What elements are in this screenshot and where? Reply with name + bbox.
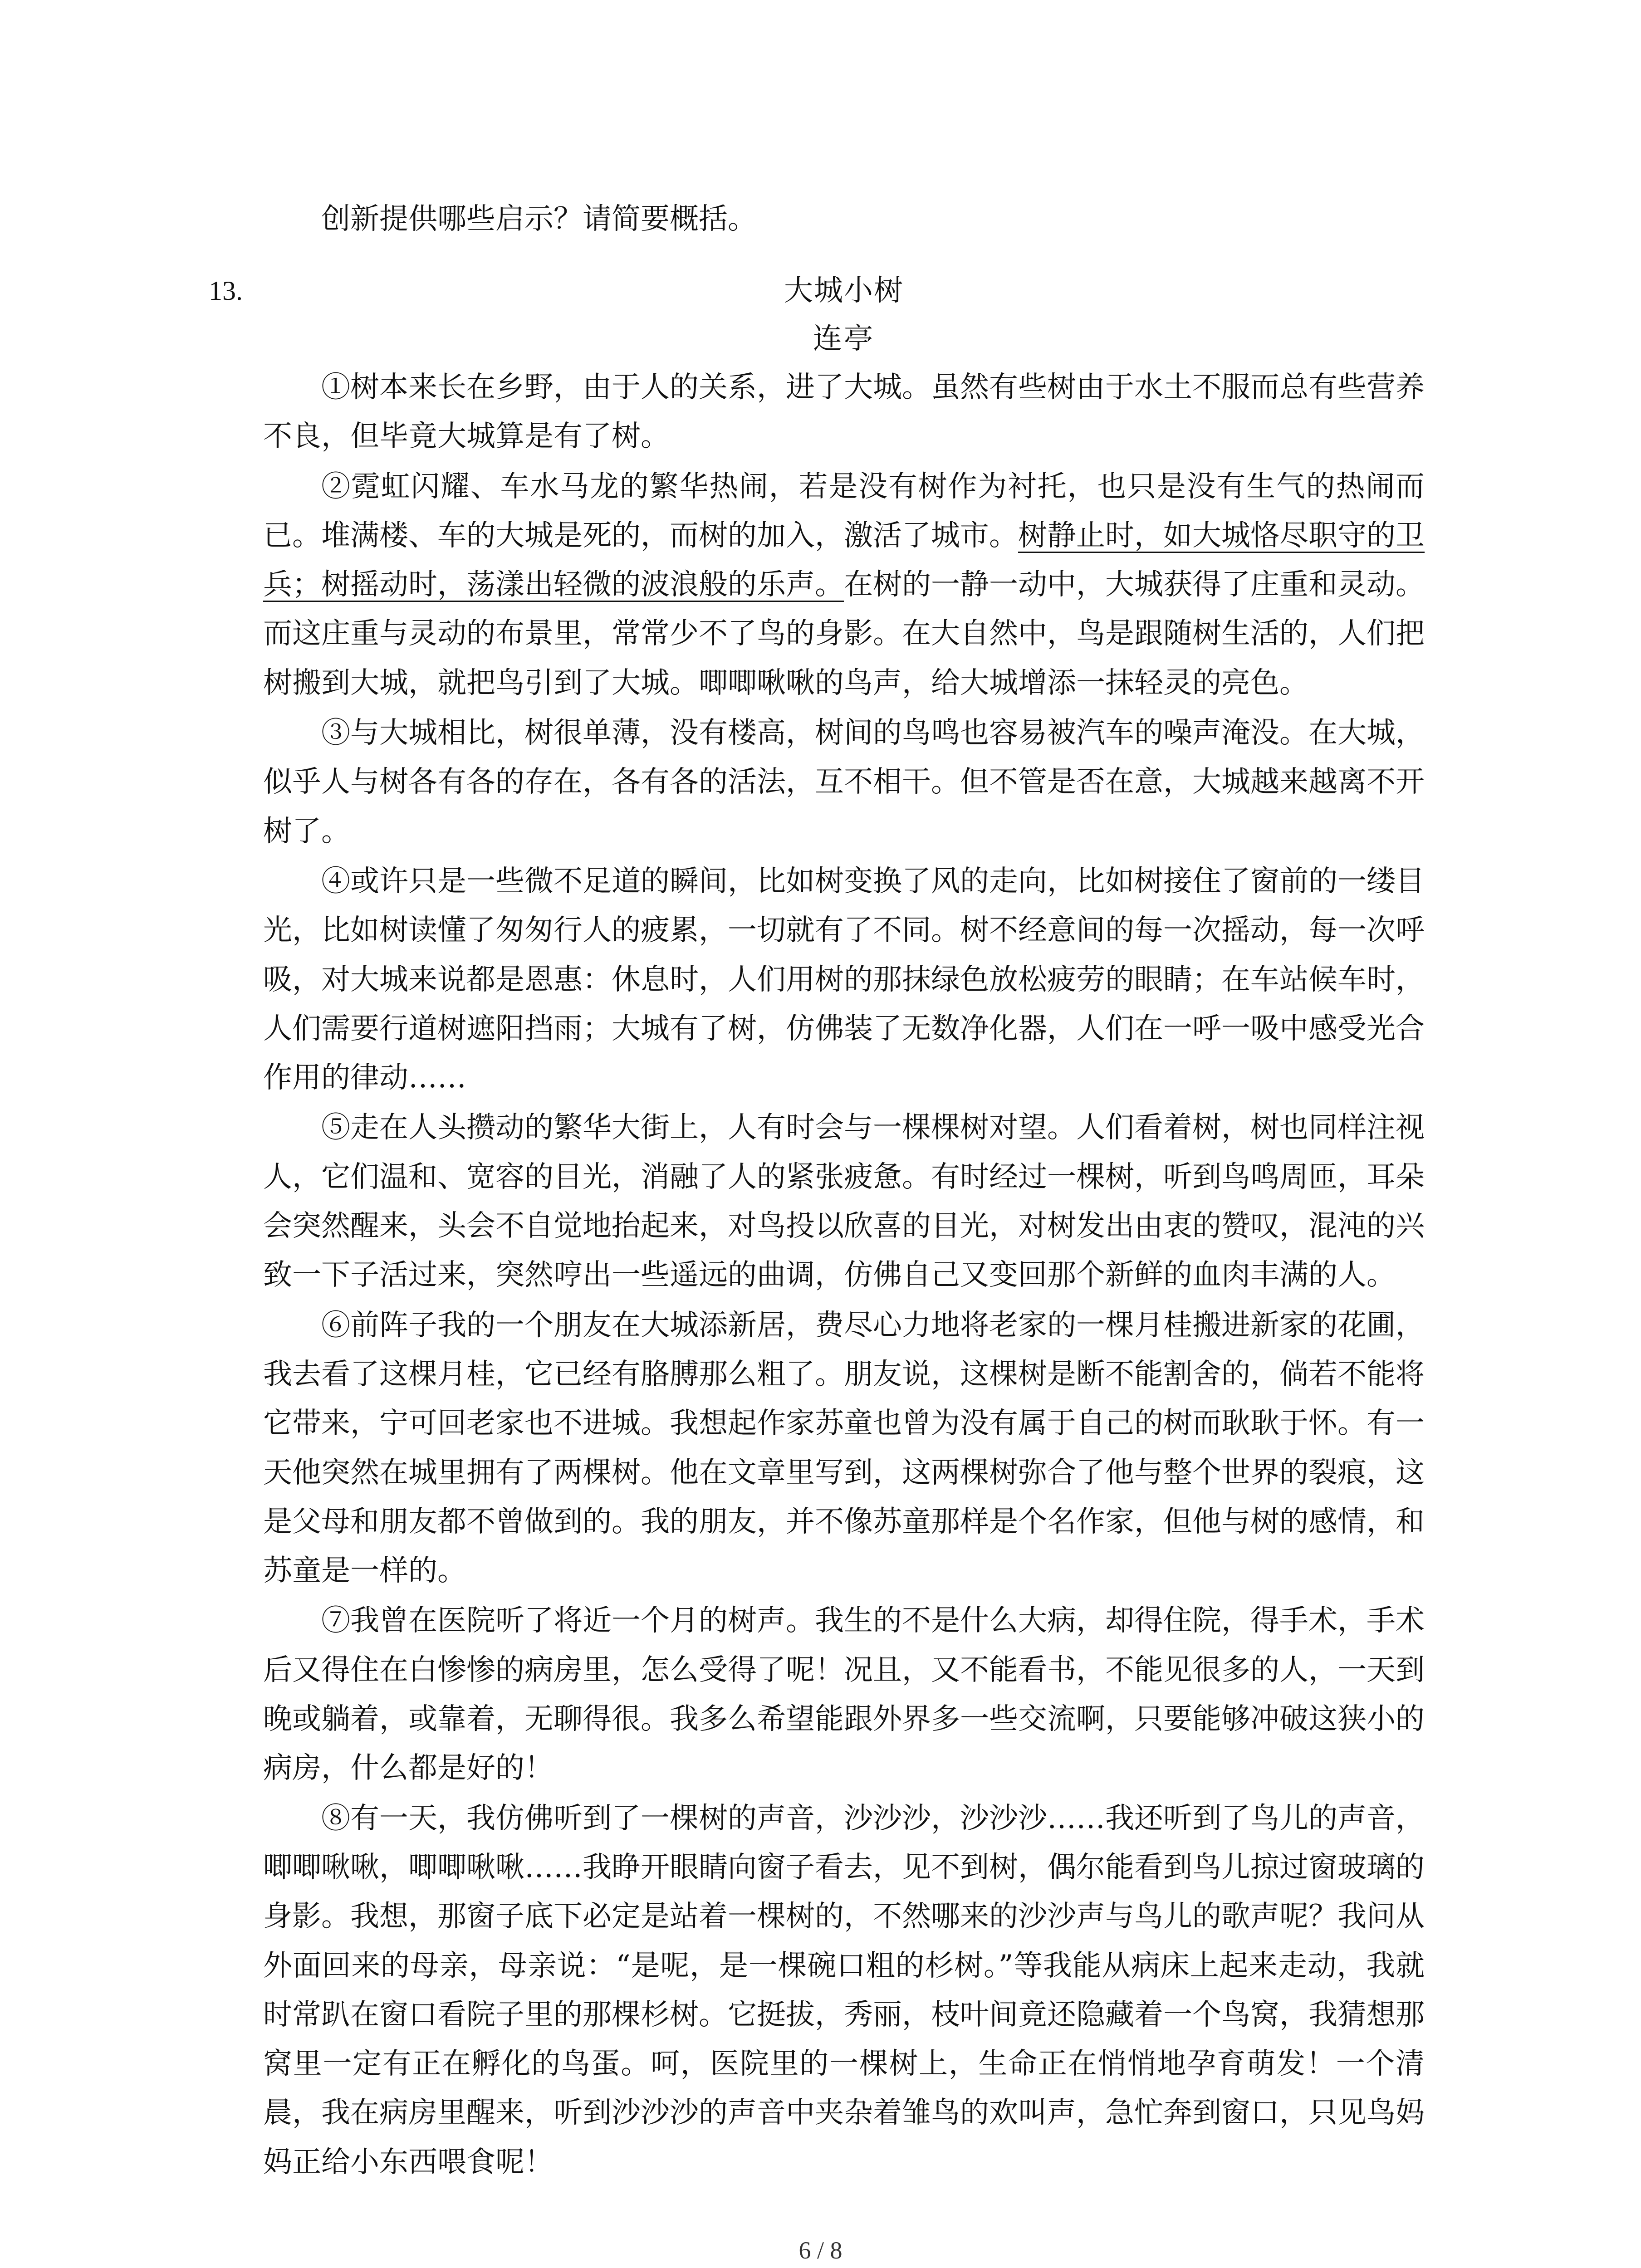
paragraph-2 xyxy=(263,462,1425,708)
page-content xyxy=(209,195,1425,2188)
paragraph-1 xyxy=(263,363,1425,461)
passage-author: 连亭 xyxy=(813,322,875,356)
paragraph-4-text: ④或许只是一些微不足道的瞬间，比如树变换了风的走向，比如树接住了窗前的一缕目光，比如树读懂了匆匆行人的疲累，一切就有了不同。树不经意间的每一次摇动，每一次呼吸，对大城来说都是恩惠：休息时，人们用树的那抹绿色放松疲劳的眼睛；在车站候车时，人们需要行道树遮阳挡雨；大城有了树，仿佛装了无数净化器，人们在一呼一吸中感受光合作用的律动…… xyxy=(263,864,1425,1095)
paragraph-5-text: ⑤走在人头攒动的繁华大街上，人有时会与一棵棵树对望。人们看着树，树也同样注视人，它们温和、宽容的目光，消融了人的紧张疲惫。有时经过一棵树，听到鸟鸣周匝，耳朵会突然醒来，头会不自觉地抬起来，对鸟投以欣喜的目光，对树发出由衷的赞叹，混沌的兴致一下子活过来，突然哼出一些遥远的曲调，仿佛自己又变回那个新鲜的血肉丰满的人。 xyxy=(263,1111,1425,1292)
paragraph-1-text: ①树本来长在乡野，由于人的关系，进了大城。虽然有些树由于水土不服而总有些营养不良，但毕竟大城算是有了树。 xyxy=(263,371,1425,454)
paragraph-3-text: ③与大城相比，树很单薄，没有楼高，树间的鸟鸣也容易被汽车的噪声淹没。在大城，似乎人与树各有各的存在，各有各的活法，互不相干。但不管是否在意，大城越来越离不开树了。 xyxy=(263,716,1425,848)
paragraph-3 xyxy=(263,709,1425,856)
paragraph-6 xyxy=(263,1301,1425,1596)
question-number: 13. xyxy=(209,276,243,306)
passage-title: 大城小树 xyxy=(784,274,904,308)
question-header xyxy=(209,267,1425,315)
paragraph-2-text-before: ②霓虹闪耀、车水马龙的繁华热闹，若是没有树作为衬托，也只是没有生气的热闹而已。堆满楼、车的大城是死的，而树的加入，激活了城市。 xyxy=(263,469,1425,552)
page-number: 6 / 8 xyxy=(798,2237,843,2264)
paragraph-4 xyxy=(263,857,1425,1102)
paragraph-7 xyxy=(263,1596,1425,1793)
paragraph-2-underlined-sentence: 树静止时，如大城恪尽职守的卫兵；树摇动时，荡漾出轻微的波浪般的乐声。 xyxy=(263,518,1425,602)
paragraph-8-text: ⑧有一天，我仿佛听到了一棵树的声音，沙沙沙，沙沙沙……我还听到了鸟儿的声音，唧唧啾啾，唧唧啾啾……我睁开眼睛向窗子看去，见不到树，偶尔能看到鸟儿掠过窗玻璃的身影。我想，那窗子底下必定是站着一棵树的，不然哪来的沙沙声与鸟儿的歌声呢？我问从外面回来的母亲，母亲说：“是呢，是一棵碗口粗的杉树。”等我能从病床上起来走动，我就时常趴在窗口看院子里的那棵杉树。它挺拔，秀丽，枝叶间竟还隐藏着一个鸟窝，我猜想那窝里一定有正在孵化的鸟蛋。呵，医院里的一棵树上，生命正在悄悄地孕育萌发！一个清晨，我在病房里醒来，听到沙沙沙的声音中夹杂着雏鸟的欢叫声，急忙奔到窗口，只见鸟妈妈正给小东西喂食呢！ xyxy=(263,1801,1425,2179)
paragraph-7-text: ⑦我曾在医院听了将近一个月的树声。我生的不是什么大病，却得住院，得手术，手术后又得住在白惨惨的病房里，怎么受得了呢！况且，又不能看书，不能见很多的人，一天到晚或躺着，或靠着，无聊得很。我多么希望能跟外界多一些交流啊，只要能够冲破这狭小的病房，什么都是好的！ xyxy=(263,1604,1425,1785)
previous-question-fragment: 创新提供哪些启示？请简要概括。 xyxy=(321,202,757,236)
paragraph-8 xyxy=(263,1794,1425,2187)
paragraph-2-text-after: 在树的一静一动中，大城获得了庄重和灵动。而这庄重与灵动的布景里，常常少不了鸟的身影。在大自然中，鸟是跟随树生活的，人们把树搬到大城，就把鸟引到了大城。唧唧啾啾的鸟声，给大城增添一抹轻灵的亮色。 xyxy=(263,568,1425,700)
paragraph-5 xyxy=(263,1103,1425,1300)
paragraph-6-text: ⑥前阵子我的一个朋友在大城添新居，费尽心力地将老家的一棵月桂搬进新家的花圃，我去看了这棵月桂，它已经有胳膊那么粗了。朋友说，这棵树是断不能割舍的，倘若不能将它带来，宁可回老家也不进城。我想起作家苏童也曾为没有属于自己的树而耿耿于怀。有一天他突然在城里拥有了两棵树。他在文章里写到，这两棵树弥合了他与整个世界的裂痕，这是父母和朋友都不曾做到的。我的朋友，并不像苏童那样是个名作家，但他与树的感情，和苏童是一样的。 xyxy=(263,1308,1425,1588)
